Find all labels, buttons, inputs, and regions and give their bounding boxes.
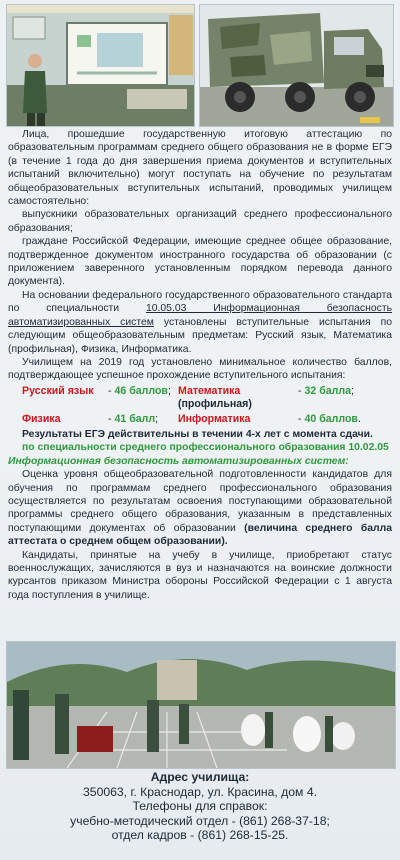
- score-subject-row: [178, 385, 298, 412]
- standard-text-a: На основании федерального государственного образовательного стандарта по специальности: [8, 289, 392, 315]
- score-value: 46 баллов: [114, 384, 168, 397]
- admission-info-text: [8, 128, 392, 602]
- score-value-row: [298, 413, 392, 426]
- ege-validity-note: Результаты ЕГЭ действительны в течении 4-х лет с момента сдачи.: [22, 428, 373, 440]
- paragraph-foreign-docs: граждане Российской Федерации, имеющие среднее общее образование, подтвержденное документом иностранного государства об образовании (с приложением заверенного установленным порядком перевода данного документа).: [8, 236, 392, 288]
- address-title: Адрес училища:: [150, 770, 250, 784]
- classroom-photo: [6, 4, 195, 127]
- address-line: 350063, г. Краснодар, ул. Красина, дом 4.: [83, 784, 317, 799]
- military-truck-illustration: [200, 5, 394, 126]
- top-photos: [6, 4, 394, 125]
- spo-specialty-name: Информационная безопасность автоматизированных систем:: [8, 455, 349, 467]
- score-value: 40 баллов: [304, 412, 358, 425]
- dash: -: [108, 412, 115, 425]
- standard-text-b: установлены вступительные испытания по следующим общеобразовательным предметам: Русский язык, Математика (профильная), Физика, Информатика.: [8, 316, 393, 355]
- dash: -: [298, 384, 305, 397]
- dash: -: [298, 412, 305, 425]
- score-value-row: [108, 385, 178, 412]
- assessment-text: Оценка уровня общеобразовательной подготовленности кандидатов для обучения по программам среднего профессионального образования осуществляется по результатам освоения поступающими образовательной программы среднего общего образования, указанным в представленных поступающими документах об образовании: [8, 469, 392, 534]
- score-subject: Математика: [178, 384, 241, 397]
- paragraph-spo-graduates: выпускники образовательных организаций среднего профессионального образования;: [8, 209, 392, 234]
- spo-specialty-line: по специальности среднего профессионального образования 10.02.05: [22, 442, 389, 454]
- parade-photo: [6, 641, 396, 769]
- score-sep: ;: [155, 412, 159, 425]
- score-value: 41 балл: [114, 412, 156, 425]
- score-value: 32 балла: [304, 384, 351, 397]
- phones-title: Телефоны для справок:: [132, 799, 268, 814]
- score-subject: Русский язык: [22, 384, 94, 397]
- assessment-bold: (величина среднего балла аттестата о среднем общем образовании).: [8, 522, 393, 548]
- paragraph-spo-assessment: [8, 468, 392, 548]
- specialty-link: 10.05.03 Информационная безопасность автоматизированных систем: [8, 303, 392, 328]
- address-block: [0, 770, 400, 843]
- score-value-row: [108, 413, 178, 426]
- score-subject-extra: (профильная): [178, 398, 252, 411]
- phone-hr-dept: отдел кадров - (861) 268-15-25.: [111, 828, 289, 843]
- score-subject: Информатика: [178, 412, 251, 425]
- score-sep: .: [357, 412, 361, 425]
- parade-illustration: [7, 642, 395, 768]
- score-value-row: [298, 385, 392, 412]
- score-sep: ;: [167, 384, 171, 397]
- phone-methodical-dept: учебно-методический отдел - (861) 268-37-18;: [70, 813, 330, 828]
- classroom-illustration: [7, 5, 195, 126]
- paragraph-standard: [8, 289, 392, 356]
- paragraph-min-scores: Училищем на 2019 год установлено минимальное количество баллов, подтверждающее успешное прохождение вступительного испытания:: [8, 356, 392, 382]
- score-sep: ;: [351, 384, 354, 397]
- paragraph-ege-exception: Лица, прошедшие государственную итоговую аттестацию по образовательным программам среднего общего образования не в форме ЕГЭ (в течение 1 года до дня завершения приема документов и вступительных испытаний включительно) могут поступать на обучение по результатам общеобразовательных вступительных испытаний, проводимых училищем самостоятельно:: [8, 129, 392, 208]
- paragraph-cadet-status: Кандидаты, принятые на учебу в училище, приобретают статус военнослужащих, зачисляются в вуз и назначаются на воинские должности курсантов приказом Министра обороны Российской Федерации с 1 августа года поступления в училище.: [8, 549, 392, 601]
- truck-photo: [199, 4, 394, 127]
- min-scores-table: [22, 385, 392, 426]
- score-subject: Физика: [22, 412, 61, 425]
- dash: -: [108, 384, 115, 397]
